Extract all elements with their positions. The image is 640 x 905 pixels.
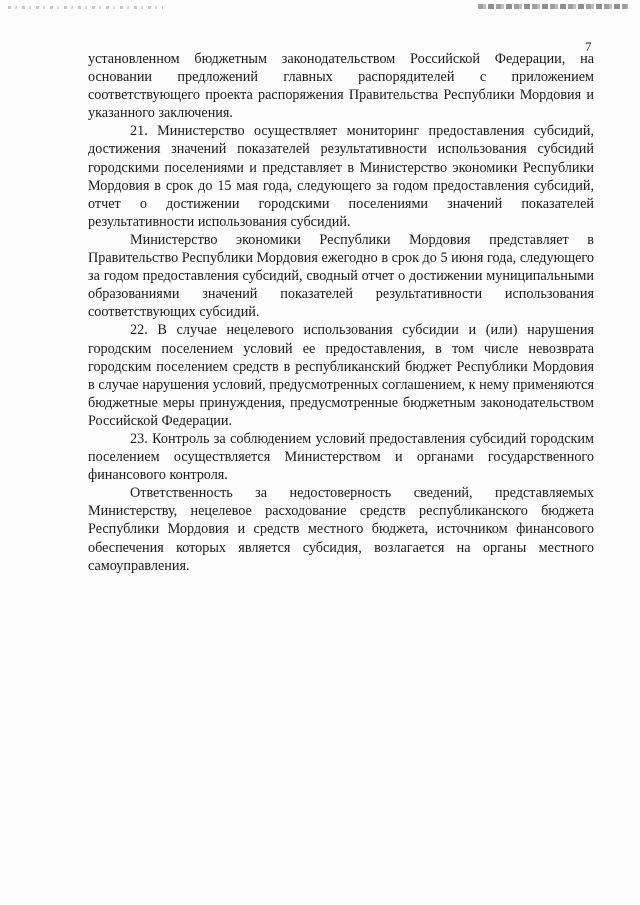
document-body xyxy=(88,50,594,575)
paragraph-responsibility: Ответственность за недостоверность сведений, представляемых Министерству, нецелевое расходование средств республиканского бюджета Республики Мордовия и средств местного бюджета, источником финансового обеспечения которых является субсидия, возлагается на органы местного самоуправления. xyxy=(88,485,594,574)
paragraph-continuation: установленном бюджетным законодательством Российской Федерации, на основании предложений главных распорядителей с приложением соответствующего проекта распоряжения Правительства Республики Мордовия и указанного заключения. xyxy=(88,51,594,122)
scan-artifact-right xyxy=(478,4,628,9)
paragraph-21: 21. Министерство осуществляет мониторинг предоставления субсидий, достижения значений показателей результативности использования субсидий городскими поселениями и представляет в Министерство экономики Республики Мордовия в срок до 15 мая года, следующего за годом предоставления субсидий, отчет о достижении городскими поселениями значений показателей результативности использования субсидий. xyxy=(88,123,594,230)
paragraph-ministry-economy: Министерство экономики Республики Мордовия представляет в Правительство Республики Мордовия ежегодно в срок до 5 июня года, следующего за годом предоставления субсидий, сводный отчет о достижении муниципальными образованиями значений показателей результативности использования соответствующих субсидий. xyxy=(88,231,594,321)
page-number: 7 xyxy=(585,39,592,54)
scan-artifact-left xyxy=(8,6,163,9)
paragraph-22: 22. В случае нецелевого использования субсидии и (или) нарушения городским поселением условий ее предоставления, в том числе невозврата городским поселением средств в республиканский бюджет Республики Мордовия в случае нарушения условий, предусмотренных соглашением, к нему применяются бюджетные меры принуждения, предусмотренные бюджетным законодательством Российской Федерации. xyxy=(88,322,594,429)
paragraph-23: 23. Контроль за соблюдением условий предоставления субсидий городским поселением осуществляется Министерством и органами государственного финансового контроля. xyxy=(88,430,594,484)
